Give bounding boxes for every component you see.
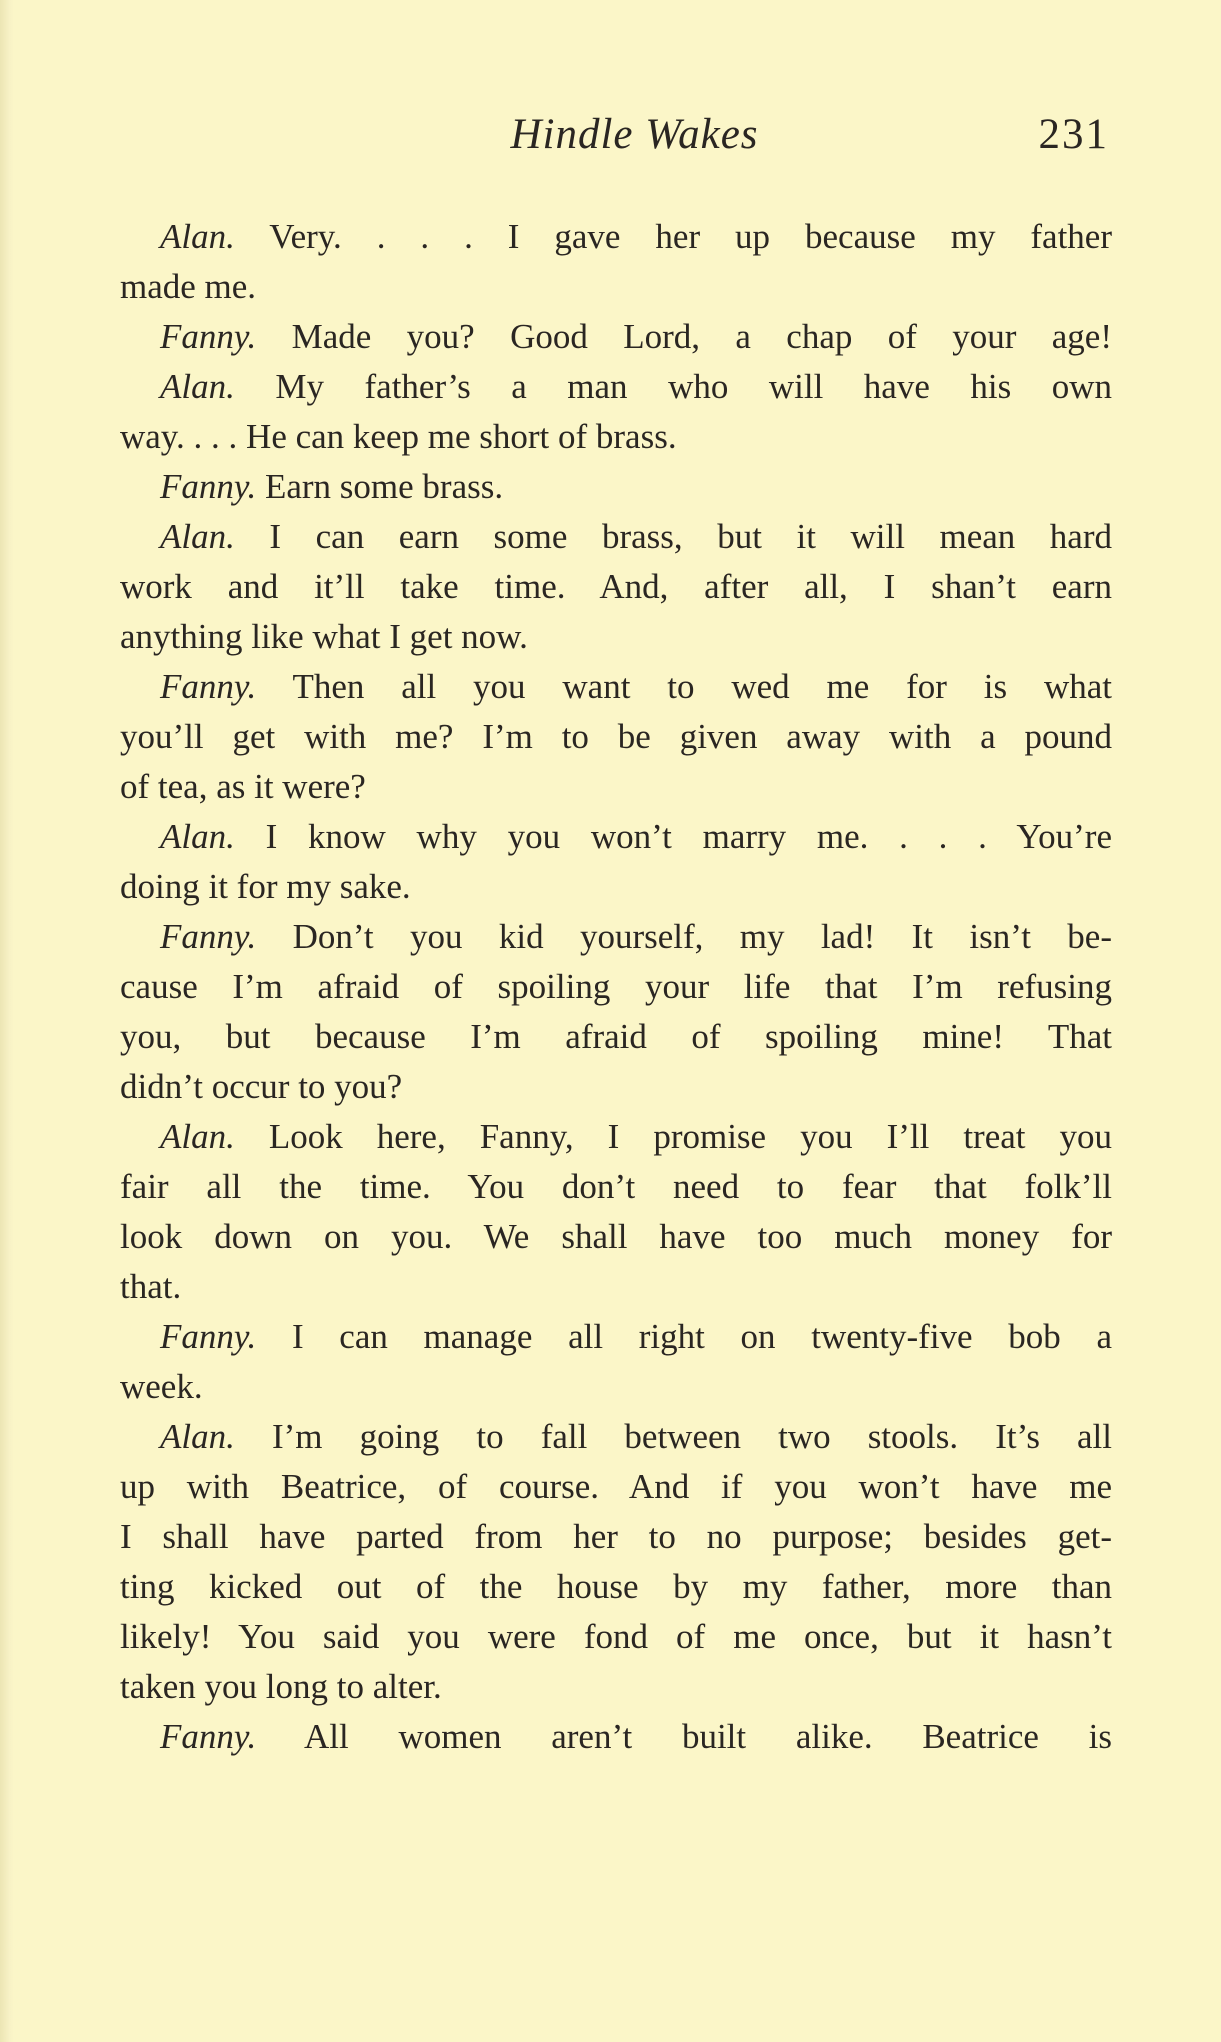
speaker-name: Fanny. (160, 667, 257, 706)
dialogue-text (120, 212, 1112, 1762)
text-line (120, 412, 1112, 462)
line-text: doing it for my sake. (120, 867, 411, 906)
text-line (120, 862, 1112, 912)
line-text: taken you long to alter. (120, 1667, 442, 1706)
text-line (120, 1662, 1112, 1712)
page-edge (0, 0, 14, 2042)
line-text: Very. . . . I gave her up because my father (269, 217, 1112, 256)
text-line (120, 1012, 1112, 1062)
line-text: I’m going to fall between two stools. It’s all (271, 1417, 1113, 1456)
text-line (120, 1562, 1112, 1612)
text-line (120, 1612, 1112, 1662)
speaker-name: Fanny. (160, 1717, 257, 1756)
text-line (120, 1112, 1112, 1162)
text-line (120, 312, 1112, 362)
running-head (158, 110, 1111, 170)
text-line (120, 1262, 1112, 1312)
line-text: My father’s a man who will have his own (275, 367, 1113, 406)
text-line (120, 962, 1112, 1012)
text-line (120, 1512, 1112, 1562)
text-line (120, 212, 1112, 262)
line-text: ting kicked out of the house by my father, more than (120, 1567, 1112, 1606)
line-text: likely! You said you were fond of me once, but it hasn’t (120, 1617, 1112, 1656)
text-line (120, 1362, 1112, 1412)
line-text: I shall have parted from her to no purpose; besides get- (120, 1517, 1112, 1556)
line-text: week. (120, 1367, 203, 1406)
text-line (120, 912, 1112, 962)
text-line (120, 1462, 1112, 1512)
line-text: way. . . . He can keep me short of brass. (120, 417, 677, 456)
line-text: Look here, Fanny, I promise you I’ll treat you (268, 1117, 1112, 1156)
speaker-name: Alan. (160, 367, 235, 406)
line-text: made me. (120, 267, 257, 306)
line-text: Don’t you kid yourself, my lad! It isn’t be- (292, 917, 1112, 956)
line-text: Made you? Good Lord, a chap of your age! (291, 317, 1112, 356)
running-title: Hindle Wakes (510, 111, 759, 158)
text-line (120, 1062, 1112, 1112)
speaker-name: Fanny. (160, 917, 257, 956)
line-text: work and it’ll take time. And, after all, I shan’t earn (120, 567, 1112, 606)
speaker-name: Fanny. (160, 1317, 257, 1356)
line-text: didn’t occur to you? (120, 1067, 403, 1106)
line-text: that. (120, 1267, 182, 1306)
line-text: you, but because I’m afraid of spoiling mine! That (120, 1017, 1112, 1056)
text-line (120, 1162, 1112, 1212)
text-line (120, 1412, 1112, 1462)
line-text: I can manage all right on twenty-five bob a (291, 1317, 1112, 1356)
speaker-name: Alan. (160, 1117, 235, 1156)
text-line (120, 612, 1112, 662)
line-text: I can earn some brass, but it will mean hard (269, 517, 1112, 556)
speaker-name: Alan. (160, 517, 235, 556)
text-line (120, 762, 1112, 812)
speaker-name: Fanny. (160, 467, 257, 506)
text-line (120, 1212, 1112, 1262)
line-text: cause I’m afraid of spoiling your life that I’m refusing (120, 967, 1112, 1006)
line-text: look down on you. We shall have too much money for (120, 1217, 1112, 1256)
text-line (120, 812, 1112, 862)
line-text: Then all you want to wed me for is what (292, 667, 1112, 706)
line-text: fair all the time. You don’t need to fear that folk’ll (120, 1167, 1112, 1206)
speaker-name: Fanny. (160, 317, 257, 356)
text-line (120, 512, 1112, 562)
page-number: 231 (1038, 111, 1109, 158)
text-line (120, 712, 1112, 762)
line-text: I know why you won’t marry me. . . . You’re (265, 817, 1112, 856)
line-text: All women aren’t built alike. Beatrice is (304, 1717, 1112, 1756)
line-text: you’ll get with me? I’m to be given away with a pound (120, 717, 1112, 756)
text-line (120, 1312, 1112, 1362)
text-line (120, 562, 1112, 612)
speaker-name: Alan. (160, 817, 235, 856)
text-line (120, 662, 1112, 712)
line-text: up with Beatrice, of course. And if you won’t have me (120, 1467, 1112, 1506)
text-line (120, 362, 1112, 412)
line-text: anything like what I get now. (120, 617, 528, 656)
text-line (120, 462, 1112, 512)
speaker-name: Alan. (160, 217, 235, 256)
speaker-name: Alan. (160, 1417, 235, 1456)
text-line (120, 1712, 1112, 1762)
line-text: of tea, as it were? (120, 767, 366, 806)
text-line (120, 262, 1112, 312)
line-text: Earn some brass. (264, 467, 504, 506)
